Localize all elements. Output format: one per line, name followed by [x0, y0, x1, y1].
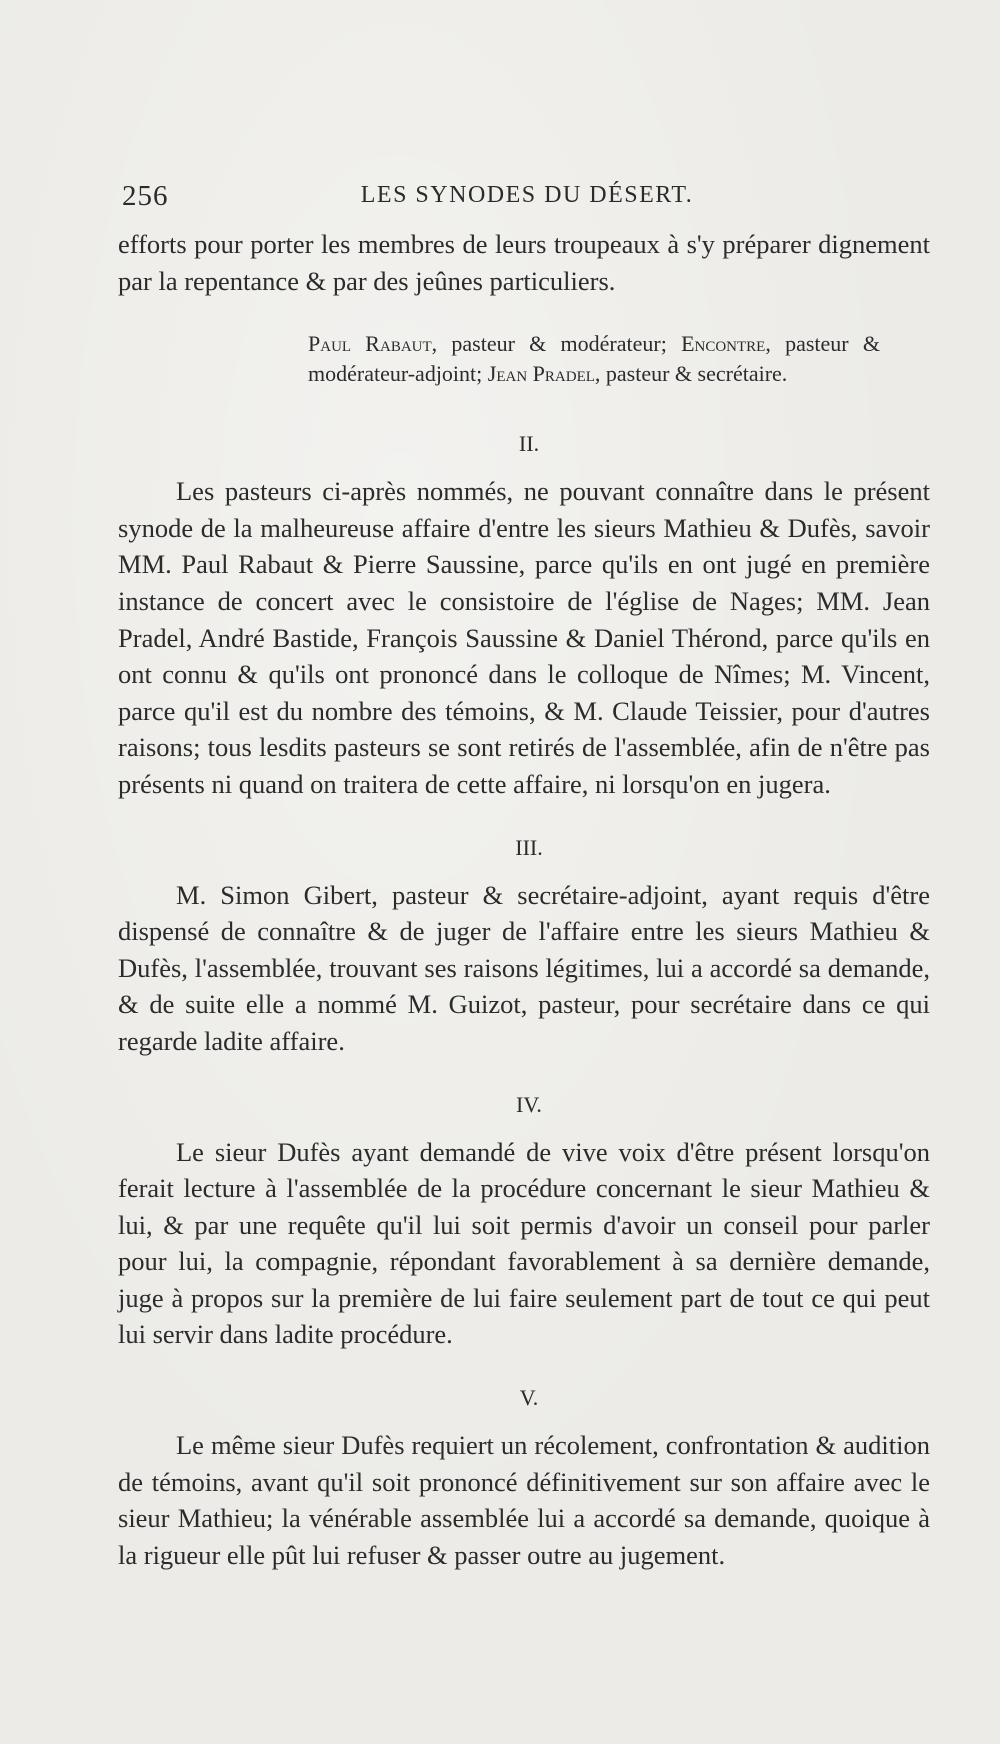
opening-paragraph: efforts pour porter les membres de leurs troupeaux à s'y préparer dignement par la repentance & par des jeûnes particuliers. — [118, 229, 930, 296]
section-paragraph: Le sieur Dufès ayant demandé de vive voix d'être présent lorsqu'on ferait lecture à l'assemblée de la procédure concernant le sieur Mathieu & lui, & par une requête qu'il lui soit permis d'avoir un conseil pour parler pour lui, la compagnie, répondant favorablement à sa dernière demande, juge à propos sur la première de lui faire seulement part de tout ce qui peut lui servir dans ladite procédure. — [118, 1136, 930, 1350]
section-paragraph: M. Simon Gibert, pasteur & secrétaire-adjoint, ayant requis d'être dispensé de connaître & de juger de l'affaire entre les sieurs Mathieu & Dufès, l'assemblée, trouvant ses raisons légitimes, lui a accordé sa demande, & de suite elle a nommé M. Guizot, pasteur, pour secrétaire dans ce qui regarde ladite affaire. — [118, 879, 930, 1056]
page-header — [122, 180, 932, 220]
section-paragraph: Les pasteurs ci-après nommés, ne pouvant connaître dans le présent synode de la malheureuse affaire d'entre les sieurs Mathieu & Dufès, savoir MM. Paul Rabaut & Pierre Saussine, parce qu'ils en ont jugé en première instance de concert avec le consistoire de l'église de Nages; MM. Jean Pradel, André Bastide, François Saussine & Daniel Thérond, parce qu'ils en ont connu & qu'ils ont prononcé dans le colloque de Nîmes; M. Vincent, parce qu'il est du nombre des témoins, & M. Claude Teissier, pour d'autres raisons; tous lesdits pasteurs se sont retirés de l'assemblée, afin de n'être pas présents ni quand on traitera de cette affaire, ni lorsqu'on en jugera. — [118, 476, 930, 799]
section-paragraph: Le même sieur Dufès requiert un récolement, confrontation & audition de témoins, avant qu'il soit prononcé définitivement sur son affaire avec le sieur Mathieu; la vénérable assemblée lui a accordé sa demande, quoique à la rigueur elle pût lui refuser & passer outre au jugement. — [118, 1430, 930, 1570]
section-numeral: II. — [518, 431, 540, 457]
section-numeral: III. — [515, 834, 543, 860]
section-numeral: V. — [519, 1385, 539, 1411]
signatory-name: Paul Rabaut — [308, 331, 432, 357]
signatory-role: , pasteur & secrétaire. — [594, 361, 788, 387]
signatory-role: , pasteur & modérateur-adjoint; — [308, 331, 880, 387]
page-number: 256 — [122, 180, 169, 212]
page-body — [118, 226, 930, 1573]
signatory-name: Encontre — [681, 331, 766, 357]
running-title: LES SYNODES DU DÉSERT. — [360, 182, 694, 208]
signatory-name: Jean Pradel — [487, 361, 595, 387]
signatory-role: , pasteur & modérateur; — [431, 331, 682, 357]
signature-block — [308, 329, 880, 389]
section-numeral: IV. — [516, 1091, 542, 1117]
